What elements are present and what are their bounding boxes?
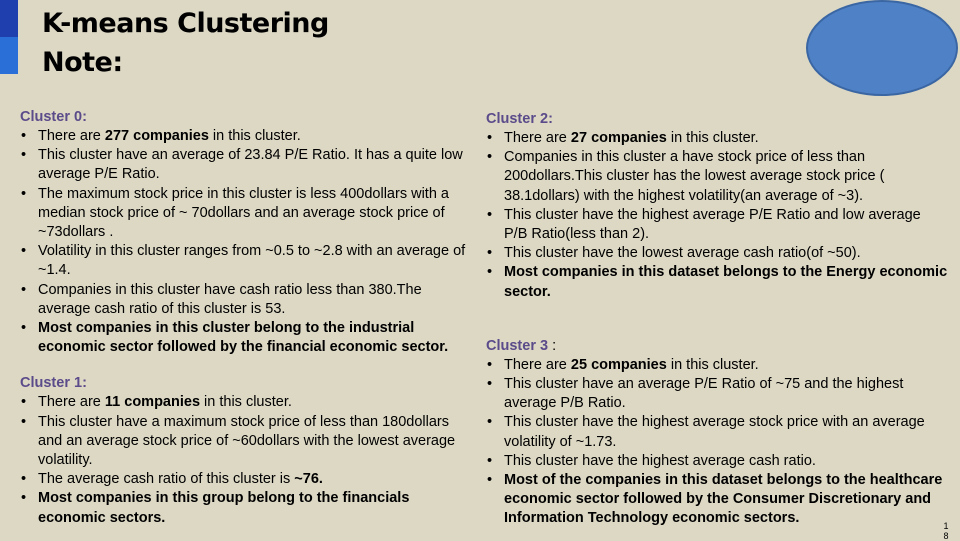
cluster-1-heading-name: Cluster 1	[20, 375, 83, 392]
cluster-0-item	[20, 242, 472, 280]
item-text: in this cluster.	[666, 356, 759, 373]
item-text: This cluster have an average P/E Ratio of ~75 and the highest average P/B Ratio.	[504, 376, 904, 412]
item-bold-text: 11 companies	[104, 394, 201, 411]
item-text: This cluster have an average of 23.84 P/E Ratio. It has a quite low average P/E Ratio.	[38, 147, 463, 183]
title-line-1: K-means Clustering	[42, 8, 329, 39]
cluster-1-list	[20, 393, 472, 527]
cluster-3-heading	[486, 337, 948, 356]
cluster-0-item	[20, 185, 472, 243]
cluster-2-heading-suffix: :	[548, 111, 553, 127]
cluster-3-heading-name: Cluster 3	[486, 337, 549, 354]
item-bold-text: 27 companies	[570, 130, 667, 146]
item-text: This cluster have the highest average P/E Ratio and low average P/B Ratio(less than 2).	[504, 206, 921, 243]
item-bold-text: ~76.	[294, 471, 323, 488]
cluster-1-item	[20, 413, 472, 471]
cluster-2-heading-name: Cluster 2	[486, 111, 549, 127]
cluster-2-list	[486, 129, 948, 302]
item-text: The maximum stock price in this cluster is less 400dollars with a median stock price of ~ 70dollars and an average stock price of ~73dollars .	[38, 185, 449, 241]
item-text: Companies in this cluster a have stock price of less than 200dollars.This cluster has the lowest average stock price ( 38.1dollars) with the highest volatility(an average of ~3).	[504, 149, 885, 204]
right-column	[486, 110, 948, 529]
cluster-2-item	[486, 206, 948, 244]
item-bold-text: Most companies in this cluster belong to the industrial economic sector followed by the financial economic sector.	[38, 320, 449, 356]
item-text: in this cluster.	[208, 128, 301, 144]
cluster-2-item	[486, 244, 948, 263]
item-text: Volatility in this cluster ranges from ~0.5 to ~2.8 with an average of ~1.4.	[38, 243, 466, 279]
cluster-3-item	[486, 356, 948, 375]
cluster-3-heading-suffix: :	[548, 337, 557, 354]
item-text: in this cluster.	[666, 130, 759, 146]
item-text: This cluster have a maximum stock price of less than 180dollars and an average stock price of ~60dollars with the lowest average volatility.	[38, 413, 456, 469]
item-text: This cluster have the lowest average cash ratio(of ~50).	[504, 245, 861, 262]
cluster-0-heading	[20, 108, 472, 127]
title-line-2: Note:	[42, 47, 123, 78]
item-text: There are	[504, 130, 571, 146]
item-bold-text: 25 companies	[570, 356, 667, 373]
item-text: Companies in this cluster have cash ratio less than 380.The average cash ratio of this cluster is 53.	[38, 281, 422, 317]
cluster-3-item	[486, 413, 948, 451]
slide-title	[42, 4, 329, 82]
cluster-3-list	[486, 356, 948, 529]
item-text: There are	[504, 356, 571, 373]
item-text: in this cluster.	[200, 394, 292, 411]
item-text: The average cash ratio of this cluster is	[38, 471, 295, 488]
cluster-0-item	[20, 281, 472, 319]
cluster-3-item	[486, 471, 948, 529]
cluster-0-list	[20, 127, 472, 357]
cluster-2-heading	[486, 110, 948, 129]
cluster-0-item	[20, 127, 472, 146]
item-text: This cluster have the highest average cash ratio.	[504, 452, 816, 469]
accent-bar-bottom	[0, 37, 18, 74]
cluster-0-item	[20, 146, 472, 184]
cluster-2-item	[486, 263, 948, 301]
cluster-1-item	[20, 393, 472, 412]
left-column	[20, 108, 472, 528]
item-bold-text: Most companies in this group belong to the financials economic sectors.	[38, 490, 410, 526]
cluster-1-heading	[20, 374, 472, 393]
cluster-3-item	[486, 452, 948, 471]
decorative-ellipse	[806, 0, 958, 96]
cluster-2-item	[486, 129, 948, 148]
page-number: 1 8	[943, 521, 949, 541]
cluster-1-heading-suffix: :	[82, 375, 87, 392]
cluster-0-item	[20, 319, 472, 357]
item-text: There are	[38, 128, 105, 144]
item-bold-text: Most companies in this dataset belongs to the Energy economic sector.	[504, 264, 948, 300]
cluster-3-item	[486, 375, 948, 413]
cluster-1-item	[20, 489, 472, 527]
item-text: There are	[38, 394, 105, 411]
cluster-0-heading-name: Cluster 0	[20, 109, 83, 125]
accent-bar-top	[0, 0, 18, 37]
cluster-1-item	[20, 470, 472, 489]
item-text: This cluster have the highest average stock price with an average volatility of ~1.73.	[504, 414, 925, 450]
item-bold-text: 277 companies	[104, 128, 209, 144]
item-bold-text: Most of the companies in this dataset belongs to the healthcare economic sector followed by the Consumer Discretionary and Information Technology economic sectors.	[504, 472, 943, 527]
cluster-2-item	[486, 148, 948, 206]
cluster-0-heading-suffix: :	[82, 109, 87, 125]
